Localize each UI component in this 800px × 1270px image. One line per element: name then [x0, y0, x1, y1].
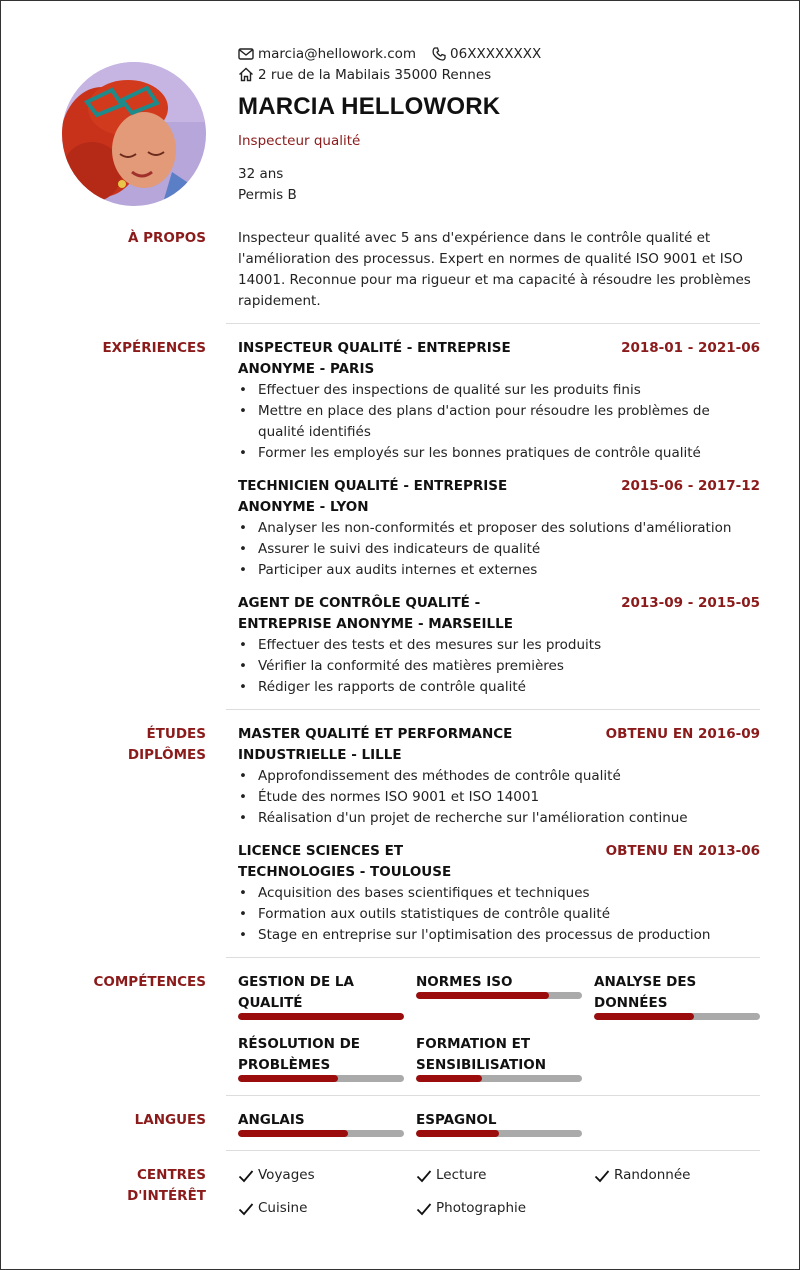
age-text: 32 ans [238, 166, 284, 182]
list-item: • Stage en entreprise sur l'optimisation des processus de production [238, 925, 760, 946]
section-label-education [41, 724, 206, 766]
skill-level-bar [238, 1075, 404, 1082]
list-item: • Acquisition des bases scientifiques et techniques [238, 883, 760, 904]
check-icon [594, 1169, 610, 1183]
skill-name: ANALYSE DES DONNÉES [594, 974, 697, 1011]
section-divider [226, 1150, 760, 1151]
email-link[interactable]: marcia@hellowork.com [258, 45, 417, 62]
check-icon [416, 1202, 432, 1216]
experience-tasks [238, 635, 760, 698]
contact-line-1 [238, 43, 760, 64]
section-label-line: DIPLÔMES [127, 747, 206, 763]
experience-title: INSPECTEUR QUALITÉ - ENTREPRISE ANONYME - PARIS [238, 340, 511, 377]
experience-date: 2013-09 - 2015-05 [621, 595, 760, 611]
experience-entry [238, 593, 760, 698]
skill-level-bar [416, 992, 582, 999]
list-item: • Formation aux outils statistiques de contrôle qualité [238, 904, 760, 925]
skill-level-fill [416, 1075, 482, 1082]
home-icon [238, 67, 254, 82]
language-name: ANGLAIS [238, 1112, 305, 1128]
interest-item [238, 1198, 307, 1219]
skill-name: GESTION DE LA QUALITÉ [238, 974, 354, 1011]
language-level-bar [416, 1130, 582, 1137]
education-date: OBTENU EN 2013-06 [605, 843, 760, 859]
list-item: • Approfondissement des méthodes de contrôle qualité [238, 766, 760, 787]
section-label-skills: COMPÉTENCES [93, 974, 206, 990]
interest-label: Randonnée [614, 1167, 691, 1183]
section-label-languages: LANGUES [134, 1112, 206, 1128]
interest-item [594, 1165, 690, 1186]
skill-level-bar [238, 1013, 404, 1020]
skill-level-bar [416, 1075, 582, 1082]
interest-label: Lecture [436, 1167, 487, 1183]
language-level-fill [416, 1130, 499, 1137]
section-divider [226, 1095, 760, 1096]
list-item: • Vérifier la conformité des matières premières [238, 656, 760, 677]
experience-tasks [238, 518, 760, 581]
language-item [238, 1110, 404, 1131]
list-item: • Analyser les non-conformités et proposer des solutions d'amélioration [238, 518, 760, 539]
skill-name: NORMES ISO [416, 974, 513, 990]
education-details [238, 766, 760, 829]
list-item: • Effectuer des tests et des mesures sur les produits [238, 635, 760, 656]
section-divider [226, 709, 760, 710]
section-label-about: À PROPOS [127, 230, 206, 246]
section-label-line: CENTRES [137, 1167, 206, 1183]
experience-date: 2015-06 - 2017-12 [621, 478, 760, 494]
list-item: • Assurer le suivi des indicateurs de qualité [238, 539, 760, 560]
language-name: ESPAGNOL [416, 1112, 497, 1128]
section-label-experiences: EXPÉRIENCES [102, 340, 206, 356]
skill-item [238, 972, 404, 1014]
candidate-name: MARCIA HELLOWORK [238, 93, 501, 120]
personal-info [238, 164, 760, 206]
mail-icon [238, 48, 254, 60]
address-text: 2 rue de la Mabilais 35000 Rennes [258, 66, 492, 83]
experience-date: 2018-01 - 2021-06 [621, 340, 760, 356]
list-item: • Mettre en place des plans d'action pour résoudre les problèmes de qualité identifiés [238, 401, 760, 443]
experience-title: AGENT DE CONTRÔLE QUALITÉ - ENTREPRISE ANONYME - MARSEILLE [238, 595, 513, 632]
skill-name: RÉSOLUTION DE PROBLÈMES [238, 1036, 361, 1073]
skill-item [594, 972, 760, 1014]
language-level-fill [238, 1130, 348, 1137]
license-text: Permis B [238, 187, 297, 203]
skill-item [416, 1034, 582, 1076]
language-item [416, 1110, 582, 1131]
skill-level-fill [416, 992, 549, 999]
education-title: MASTER QUALITÉ ET PERFORMANCE INDUSTRIELLE - LILLE [238, 726, 513, 763]
interest-label: Cuisine [258, 1200, 308, 1216]
section-divider [226, 957, 760, 958]
experience-entry [238, 338, 760, 464]
skill-item [238, 1034, 404, 1076]
phone-icon [432, 47, 446, 61]
list-item: • Participer aux audits internes et externes [238, 560, 760, 581]
skill-level-bar [594, 1013, 760, 1020]
job-title: Inspecteur qualité [238, 133, 361, 149]
interest-label: Voyages [258, 1167, 315, 1183]
contact-line-2 [238, 64, 760, 85]
list-item: • Étude des normes ISO 9001 et ISO 14001 [238, 787, 760, 808]
education-entry [238, 841, 760, 946]
education-date: OBTENU EN 2016-09 [605, 726, 760, 742]
list-item: • Effectuer des inspections de qualité sur les produits finis [238, 380, 760, 401]
experience-title: TECHNICIEN QUALITÉ - ENTREPRISE ANONYME - LYON [238, 478, 508, 515]
interest-label: Photographie [436, 1200, 527, 1216]
check-icon [416, 1169, 432, 1183]
education-entry [238, 724, 760, 829]
check-icon [238, 1202, 254, 1216]
check-icon [238, 1169, 254, 1183]
skill-item [416, 972, 582, 993]
skill-level-fill [238, 1013, 404, 1020]
list-item: • Rédiger les rapports de contrôle qualité [238, 677, 760, 698]
skill-level-fill [594, 1013, 694, 1020]
interest-item [238, 1165, 315, 1186]
profile-avatar [62, 62, 206, 206]
language-level-bar [238, 1130, 404, 1137]
experience-tasks [238, 380, 760, 464]
list-item: • Réalisation d'un projet de recherche sur l'amélioration continue [238, 808, 760, 829]
phone-number[interactable]: 06XXXXXXXX [450, 45, 542, 62]
about-text: Inspecteur qualité avec 5 ans d'expérience dans le contrôle qualité et l'amélioration des processus. Expert en normes de qualité ISO 9001 et ISO 14001. Reconnue pour ma rigueur et ma capacité à résoudre les problèmes rapidement. [238, 230, 751, 309]
education-details [238, 883, 760, 946]
section-divider [226, 323, 760, 324]
resume-header [238, 43, 760, 206]
interest-item [416, 1198, 526, 1219]
skill-name: FORMATION ET SENSIBILISATION [416, 1036, 547, 1073]
list-item: • Former les employés sur les bonnes pratiques de contrôle qualité [238, 443, 760, 464]
section-label-interests [41, 1165, 206, 1207]
skill-level-fill [238, 1075, 338, 1082]
education-title: LICENCE SCIENCES ET TECHNOLOGIES - TOULOUSE [238, 843, 452, 880]
interest-item [416, 1165, 486, 1186]
section-label-line: ÉTUDES [146, 726, 206, 742]
section-label-line: D'INTÉRÊT [127, 1188, 206, 1204]
experience-entry [238, 476, 760, 581]
